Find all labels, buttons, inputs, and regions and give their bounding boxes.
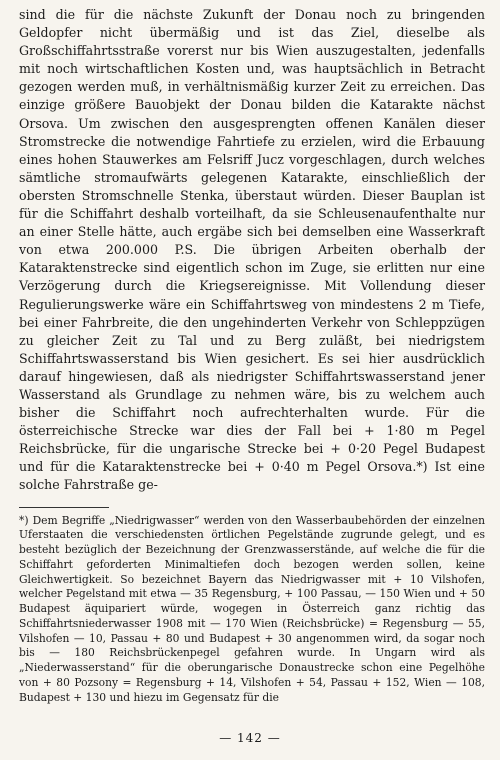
footnote-divider [19,507,109,508]
page [19,6,485,705]
page-number: — 142 — [219,731,281,745]
body-paragraph: sind die für die nächste Zukunft der Donau noch zu bringenden Geldopfer nicht übermäßig und ist das Ziel, dieselbe als Großschiffahrtsstraße vorerst nur bis Wien auszugestalten, jedenfalls mit noch wirtschaftlichen Kosten und, was hauptsächlich in Betracht gezogen werden muß, in verhältnismäßig kurzer Zeit zu erreichen. Das einzige größere Bauobjekt der Donau bilden die Katarakte nächst Orsova. Um zwischen den ausgesprengten offenen Kanälen dieser Stromstrecke die notwendige Fahrtiefe zu erzielen, wird die Erbauung eines hohen Stauwerkes am Felsriff Jucz vorgeschlagen, durch welches sämtliche stromaufwärts gelegenen Katarakte, einschließlich der obersten Stromschnelle Stenka, überstaut würden. Dieser Bauplan ist für die Schiffahrt deshalb vorteilhaft, da sie Schleusenaufenthalte nur an einer Stelle hätte, auch ergäbe sich bei demselben eine Wasserkraft von etwa 200.000 P.S. Die übrigen Arbeiten oberhalb der Kataraktenstrecke sind eigentlich schon im Zuge, sie erlitten nur eine Verzögerung durch die Kriegsereignisse. Mit Vollendung dieser Regulierungswerke wäre ein Schiffahrtsweg von mindestens 2 m Tiefe, bei einer Fahrbreite, die den ungehinderten Verkehr von Schleppzügen zu gleicher Zeit zu Tal und zu Berg zuläßt, bei niedrigstem Schiffahrtswasserstand bis Wien gesichert. Es sei hier ausdrücklich darauf hingewiesen, daß als niedrigster Schiffahrtswasserstand jener Wasserstand als Grundlage zu nehmen wäre, bis zu welchem auch bisher die Schiffahrt noch aufrechterhalten wurde. Für die österreichische Strecke war dies der Fall bei + 1·80 m Pegel Reichsbrücke, für die ungarische Strecke bei + 0·20 Pegel Budapest und für die Kataraktenstrecke bei + 0·40 m Pegel Orsova.*) Ist eine solche Fahrstraße ge- [19,7,485,493]
footnote: *) Dem Begriffe „Niedrigwasser“ werden von den Wasserbaubehörden der einzelnen Uferstaaten die verschiedensten örtlichen Pegelstände zugrunde gelegt, und es besteht bezüglich der Bezeichnung der Grenzwasserstände, auf welche die für die Schiffahrt geforderten Minimaltiefen doch bezogen werden sollen, keine Gleichwertigkeit. So bezeichnet Bayern das Niedrigwasser mit + 10 Vilshofen, welcher Pegelstand mit etwa — 35 Regensburg, + 100 Passau, — 150 Wien und + 50 Budapest äquipariert würde, wogegen in Österreich ganz richtig das Schiffahrtsniederwasser 1908 mit — 170 Wien (Reichsbrücke) = Regensburg — 55, Vilshofen — 10, Passau + 80 und Budapest + 30 angenommen wird, da sogar noch bis — 180 Reichsbrückenpegel gefahren wurde. In Ungarn wird als „Niederwasserstand“ für die oberungarische Donaustrecke schon eine Pegelhöhe von + 80 Pozsony = Regensburg + 14, Vilshofen + 54, Passau + 152, Wien — 108, Budapest + 130 und hiezu im Gegensatz für die [19,513,485,704]
